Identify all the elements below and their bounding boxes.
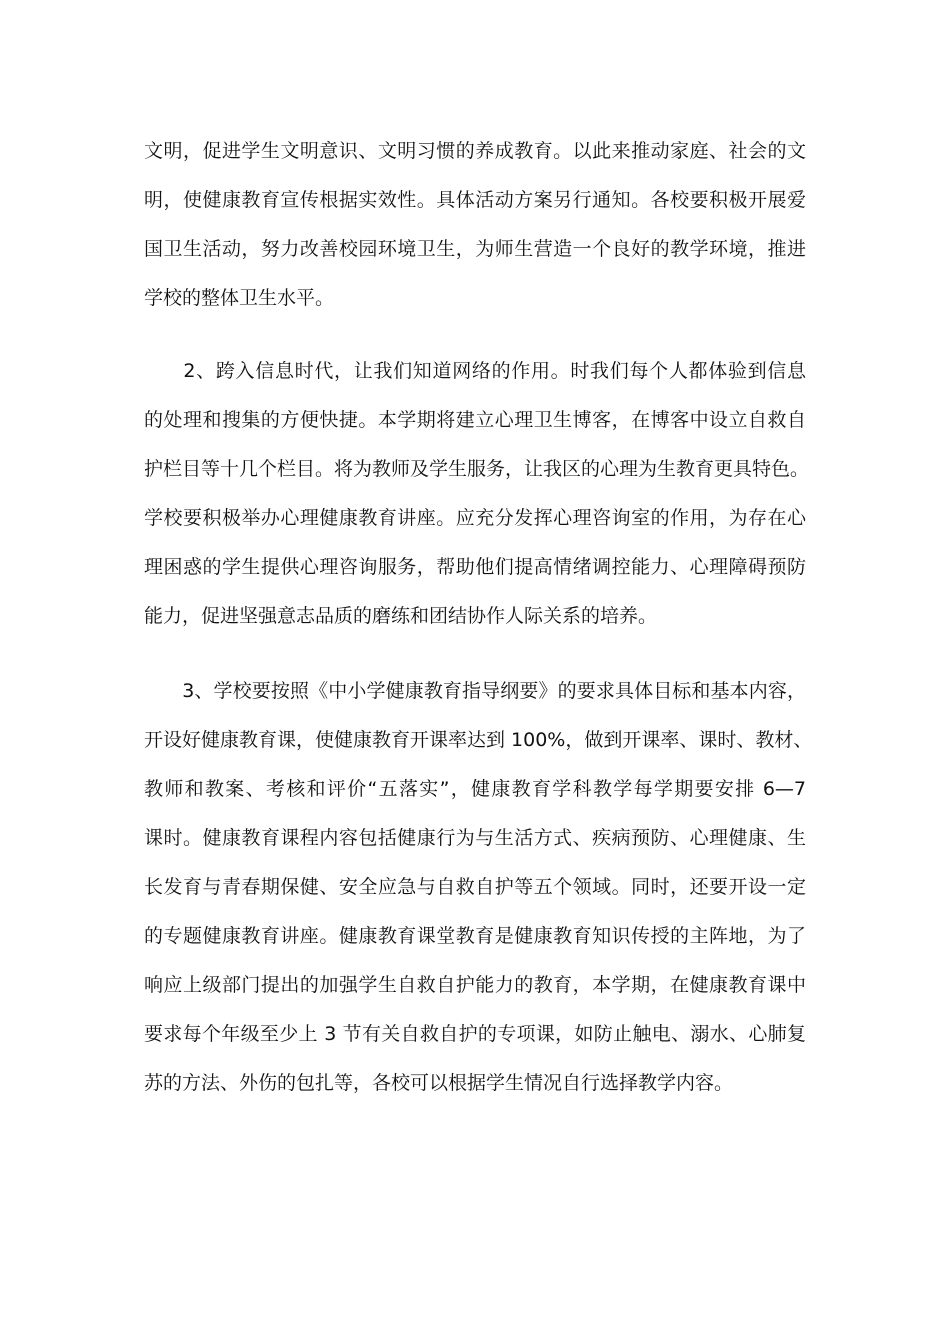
text-line: 文明，促进学生文明意识、文明习惯的养成教育。以此来推动家庭、社会的文: [144, 140, 806, 162]
text-line: 的处理和搜集的方便快捷。本学期将建立心理卫生博客，在博客中设立自救自: [144, 409, 806, 431]
text-line: 的专题健康教育讲座。健康教育课堂教育是健康教育知识传授的主阵地，为了: [144, 925, 806, 947]
text-line: 护栏目等十几个栏目。将为教师及学生服务，让我区的心理为生教育更具特色。: [144, 458, 810, 480]
paragraph-1: [144, 127, 806, 323]
text-line: 理困惑的学生提供心理咨询服务，帮助他们提高情绪调控能力、心理障碍预防: [144, 556, 806, 578]
paragraph-2: [144, 347, 810, 641]
text-line: 能力，促进坚强意志品质的磨练和团结协作人际关系的培养。: [144, 605, 658, 627]
text-line: 苏的方法、外伤的包扎等，各校可以根据学生情况自行选择教学内容。: [144, 1072, 734, 1094]
text-line: 课时。健康教育课程内容包括健康行为与生活方式、疾病预防、心理健康、生: [144, 827, 806, 849]
text-line: 学校要积极举办心理健康教育讲座。应充分发挥心理咨询室的作用，为存在心: [144, 507, 806, 529]
text-line: 国卫生活动，努力改善校园环境卫生，为师生营造一个良好的教学环境，推进: [144, 238, 806, 260]
text-line: 2、跨入信息时代，让我们知道网络的作用。时我们每个人都体验到信息: [144, 360, 806, 382]
text-line: 响应上级部门提出的加强学生自救自护能力的教育，本学期，在健康教育课中: [144, 974, 806, 996]
text-line: 开设好健康教育课，使健康教育开课率达到 100%，做到开课率、课时、教材、: [144, 729, 813, 751]
text-line: 3、学校要按照《中小学健康教育指导纲要》的要求具体目标和基本内容，: [144, 680, 806, 702]
text-line: 教师和教案、考核和评价“五落实”，健康教育学科教学每学期要安排 6—7: [144, 778, 806, 800]
text-line: 长发育与青春期保健、安全应急与自救自护等五个领域。同时，还要开设一定: [144, 876, 806, 898]
text-line: 要求每个年级至少上 3 节有关自救自护的专项课，如防止触电、溺水、心肺复: [144, 1023, 806, 1045]
text-line: 明，使健康教育宣传根据实效性。具体活动方案另行通知。各校要积极开展爱: [144, 189, 806, 211]
paragraph-3: [144, 667, 813, 1108]
text-line: 学校的整体卫生水平。: [144, 287, 335, 309]
